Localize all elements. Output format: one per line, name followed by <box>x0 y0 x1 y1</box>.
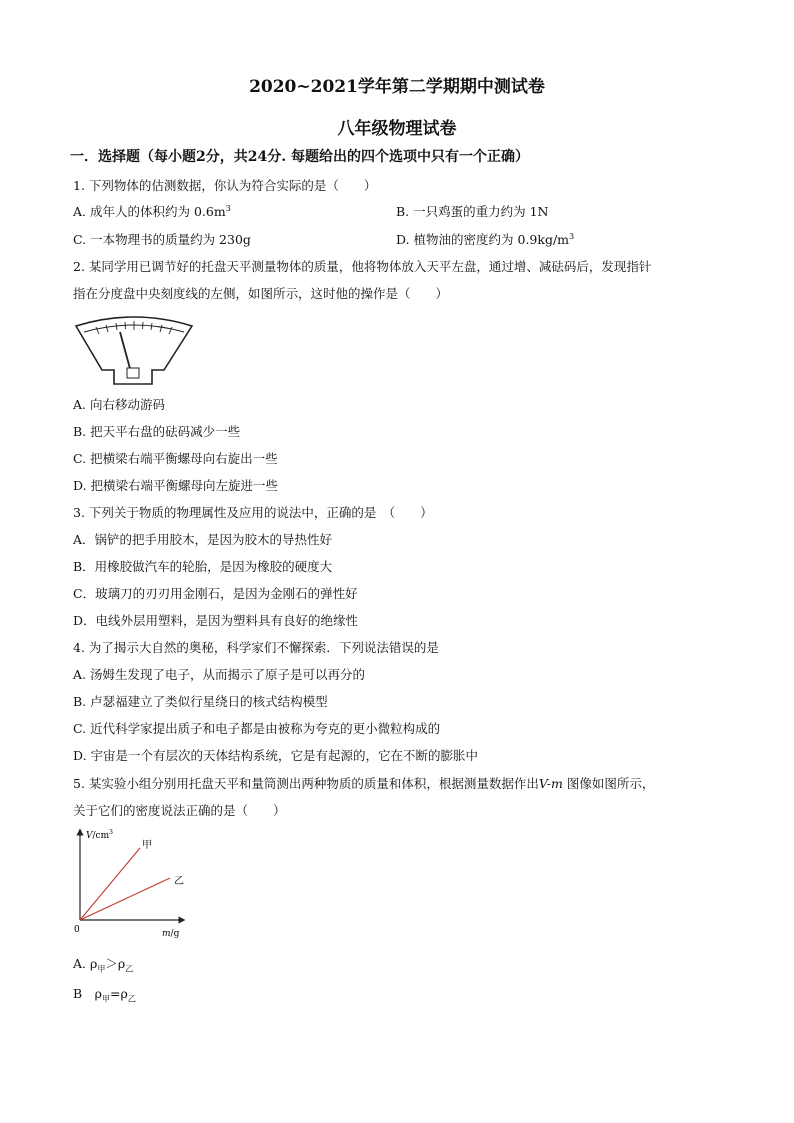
page-title: 2020~2021学年第二学期期中测试卷 <box>249 77 545 97</box>
line-jia <box>80 848 140 920</box>
question-3-option-c: C．玻璃刀的刃刃用金刚石，是因为金刚石的弹性好 <box>73 586 358 601</box>
line-yi-label: 乙 <box>174 876 184 887</box>
question-2-option-d: D. 把横梁右端平衡螺母向左旋进一些 <box>73 478 279 493</box>
question-5-stem-line1: 5. 某实验小组分别用托盘天平和量筒测出两种物质的质量和体积，根据测量数据作出V-m 图像如图所示， <box>73 776 655 791</box>
question-4-option-a: A. 汤姆生发现了电子，从而揭示了原子是可以再分的 <box>73 667 365 682</box>
question-3-option-a: A．锅铲的把手用胶木，是因为胶木的导热性好 <box>73 532 333 547</box>
x-axis-label: m/g <box>162 929 180 939</box>
question-4-option-d: D. 宇宙是一个有层次的天体结构系统，它是有起源的，它在不断的膨胀中 <box>73 748 479 763</box>
balance-dial-figure <box>72 312 196 388</box>
question-5-stem-line2: 关于它们的密度说法正确的是（ ） <box>73 803 286 818</box>
origin-label: 0 <box>74 925 80 935</box>
section-heading: 一．选择题（每小题2分，共24分. 每题给出的四个选项中只有一个正确） <box>70 149 529 165</box>
question-2-stem-line2: 指在分度盘中央刻度线的左侧，如图所示，这时他的操作是（ ） <box>73 286 449 301</box>
page-subtitle: 八年级物理试卷 <box>337 119 457 139</box>
question-5-option-a: A. $\rho_甲>\rho_乙$ <box>73 956 134 974</box>
question-1-stem: 1. 下列物体的估测数据，你认为符合实际的是（ ） <box>73 178 377 193</box>
question-2-option-b: B. 把天平右盘的砝码减少一些 <box>73 424 241 439</box>
question-3-stem: 3. 下列关于物质的物理属性及应用的说法中，正确的是 （ ） <box>73 505 433 520</box>
question-1-option-b: B. 一只鸡蛋的重力约为 1N <box>396 204 549 219</box>
question-3-option-b: B．用橡胶做汽车的轮胎，是因为橡胶的硬度大 <box>73 559 333 574</box>
question-2-stem-line1: 2. 某同学用已调节好的托盘天平测量物体的质量，他将物体放入天平左盘，通过增、减砝码后，发现指针 <box>73 259 652 274</box>
question-2-option-c: C. 把横梁右端平衡螺母向右旋出一些 <box>73 451 278 466</box>
question-1-option-d: D. 植物油的密度约为 $0.9kg/m^3$ <box>396 231 575 247</box>
question-2-option-a: A. 向右移动游码 <box>73 397 165 412</box>
question-3-option-d: D．电线外层用塑料，是因为塑料具有良好的绝缘性 <box>73 613 359 628</box>
question-4-option-c: C. 近代科学家提出质子和电子都是由被称为夸克的更小微粒构成的 <box>73 721 441 736</box>
question-1-option-a: A. 成年人的体积约为 $0.6m^3$ <box>73 203 231 219</box>
question-4-stem: 4. 为了揭示大自然的奥秘，科学家们不懈探索．下列说法错误的是 <box>73 640 439 655</box>
v-m-graph-figure <box>70 826 194 940</box>
y-axis-label: $V/cm^3$ <box>86 829 113 841</box>
question-5-option-b: B $\rho_甲=\rho_乙$ <box>73 986 136 1004</box>
line-jia-label: 甲 <box>142 840 152 851</box>
line-yi <box>80 878 170 920</box>
question-1-option-c: C. 一本物理书的质量约为 230g <box>73 232 251 247</box>
question-4-option-b: B. 卢瑟福建立了类似行星绕日的核式结构模型 <box>73 694 328 709</box>
